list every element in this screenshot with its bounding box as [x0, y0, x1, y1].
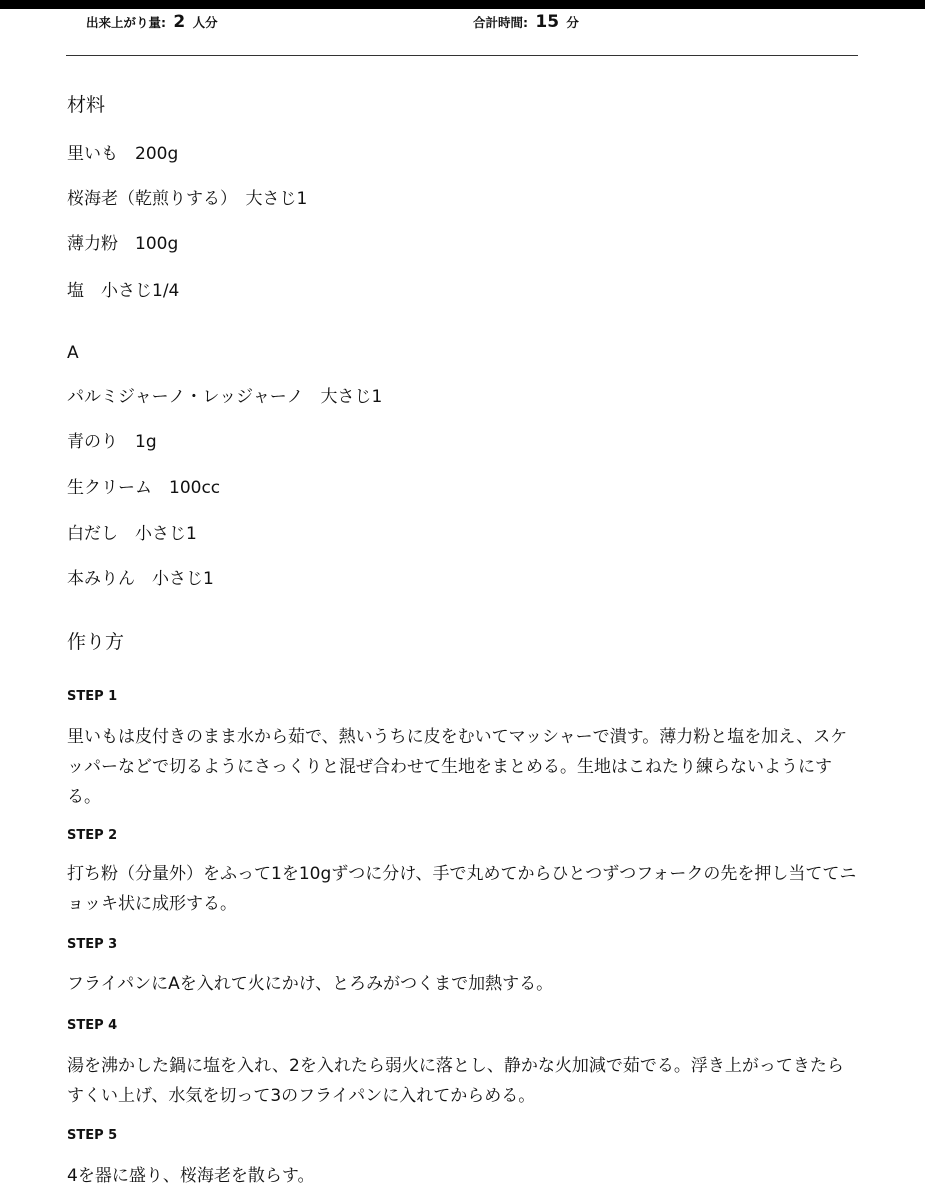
- ingredient-item: 本みりん 小さじ1: [67, 569, 214, 589]
- ingredient-group-label: A: [67, 343, 79, 363]
- ingredient-item: 薄力粉 100g: [67, 234, 179, 254]
- ingredient-item: 青のり 1g: [67, 432, 157, 452]
- yield-info: [86, 12, 218, 33]
- yield-unit: 人分: [192, 15, 218, 30]
- recipe-meta: [0, 12, 925, 36]
- step-text: 里いもは皮付きのまま水から茹で、熱いうちに皮をむいてマッシャーで潰す。薄力粉と塩を加え、スケッパーなどで切るようにさっくりと混ぜ合わせて生地をまとめる。生地はこねたり練らないようにする。: [67, 727, 848, 807]
- method-heading: 作り方: [67, 631, 125, 653]
- yield-value: 2: [173, 12, 186, 32]
- step-label: STEP 5: [67, 1128, 118, 1143]
- step-label: STEP 4: [67, 1018, 118, 1033]
- step-text: 打ち粉（分量外）をふって1を10gずつに分け、手で丸めてからひとつずつフォークの先を押し当ててニョッキ状に成形する。: [67, 864, 857, 914]
- step-label: STEP 1: [67, 689, 118, 704]
- top-status-bar: [0, 0, 925, 9]
- ingredient-item: 塩 小さじ1/4: [67, 281, 180, 301]
- step-label: STEP 2: [67, 828, 118, 843]
- time-value: 15: [535, 12, 560, 32]
- ingredients-heading: 材料: [67, 94, 106, 116]
- ingredient-item: 生クリーム 100cc: [67, 478, 221, 498]
- time-info: [473, 12, 579, 33]
- header-divider: [66, 55, 858, 56]
- time-unit: 分: [566, 15, 579, 30]
- step-label: STEP 3: [67, 937, 118, 952]
- ingredient-item: パルミジャーノ・レッジャーノ 大さじ1: [67, 387, 383, 407]
- step-text: フライパンにAを入れて火にかけ、とろみがつくまで加熱する。: [67, 974, 554, 994]
- yield-label: 出来上がり量:: [86, 15, 166, 30]
- ingredient-item: 白だし 小さじ1: [67, 524, 197, 544]
- ingredient-item: 桜海老（乾煎りする） 大さじ1: [67, 189, 308, 209]
- ingredient-item: 里いも 200g: [67, 144, 179, 164]
- step-text: 4を器に盛り、桜海老を散らす。: [67, 1166, 315, 1186]
- time-label: 合計時間:: [473, 15, 528, 30]
- step-text: 湯を沸かした鍋に塩を入れ、2を入れたら弱火に落とし、静かな火加減で茹でる。浮き上がってきたらすくい上げ、水気を切って3のフライパンに入れてからめる。: [67, 1056, 844, 1106]
